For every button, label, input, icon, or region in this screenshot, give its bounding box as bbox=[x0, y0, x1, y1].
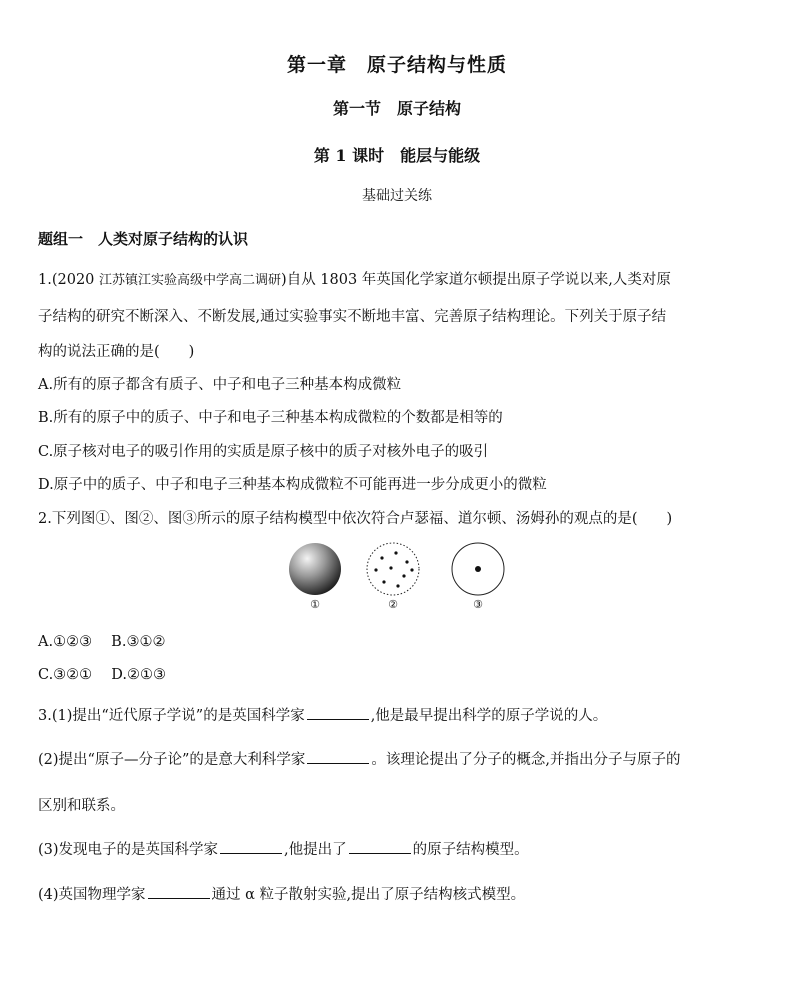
atom-models-figure bbox=[282, 540, 512, 598]
q3-part3-text-a: (3)发现电子的是英国科学家 bbox=[38, 842, 219, 858]
lesson-title: 第 1 课时 能层与能级 bbox=[313, 146, 481, 165]
fig-label-1: ① bbox=[310, 598, 320, 611]
group-heading: 题组一 人类对原子结构的认识 bbox=[38, 230, 249, 248]
q3-part1-text-b: ,他是最早提出科学的原子学说的人。 bbox=[370, 708, 608, 724]
answer-blank[interactable] bbox=[220, 839, 282, 854]
answer-blank[interactable] bbox=[148, 884, 210, 899]
exercise-subtitle: 基础过关练 bbox=[362, 188, 432, 204]
fig-label-2: ② bbox=[388, 598, 398, 611]
q3-part4-text-a: (4)英国物理学家 bbox=[38, 887, 146, 903]
q1-option-c: C.原子核对电子的吸引作用的实质是原子核中的质子对核外电子的吸引 bbox=[38, 444, 489, 460]
fig-label-3: ③ bbox=[473, 598, 483, 611]
q3-part3 bbox=[38, 838, 529, 859]
q1-line2: 子结构的研究不断深入、不断发展,通过实验事实不断地丰富、完善原子结构理论。下列关于原子结 bbox=[38, 309, 667, 325]
solid-sphere-model bbox=[289, 543, 341, 595]
nuclear-model bbox=[452, 543, 504, 595]
q2-options-cd: C.③②① D.②①③ bbox=[38, 667, 167, 683]
q1-option-b: B.所有的原子中的质子、中子和电子三种基本构成微粒的个数都是相等的 bbox=[38, 410, 503, 426]
q3-part2 bbox=[38, 748, 680, 769]
q1-option-d: D.原子中的质子、中子和电子三种基本构成微粒不可能再进一步分成更小的微粒 bbox=[38, 477, 547, 493]
q3-part4-text-b: 通过 α 粒子散射实验,提出了原子结构核式模型。 bbox=[211, 887, 526, 903]
q3-part4 bbox=[38, 883, 525, 904]
q3-part3-text-c: 的原子结构模型。 bbox=[412, 842, 529, 858]
answer-blank[interactable] bbox=[307, 705, 369, 720]
q2-stem: 2.下列图①、图②、图③所示的原子结构模型中依次符合卢瑟福、道尔顿、汤姆孙的观点的是( ) bbox=[38, 511, 673, 527]
q1-source: 江苏镇江实验高级中学高二调研 bbox=[99, 273, 282, 288]
answer-blank[interactable] bbox=[349, 839, 411, 854]
q1-line1 bbox=[38, 268, 671, 289]
q3-part1-text-a: 3.(1)提出“近代原子学说”的是英国科学家 bbox=[38, 708, 305, 724]
q1-prefix: 1.(2020 bbox=[38, 272, 95, 288]
q3-part2-text-a: (2)提出“原子—分子论”的是意大利科学家 bbox=[38, 752, 306, 768]
q3-part1 bbox=[38, 704, 607, 725]
section-title: 第一节 原子结构 bbox=[332, 99, 461, 118]
q1-line1-rest: )自从 1803 年英国化学家道尔顿提出原子学说以来,人类对原 bbox=[281, 272, 671, 288]
q2-options-ab: A.①②③ B.③①② bbox=[38, 634, 166, 650]
q3-part2-text-b: 。该理论提出了分子的概念,并指出分子与原子的 bbox=[371, 752, 681, 768]
chapter-title: 第一章 原子结构与性质 bbox=[286, 54, 507, 76]
q1-line3: 构的说法正确的是( ) bbox=[38, 344, 195, 360]
q1-option-a: A.所有的原子都含有质子、中子和电子三种基本构成微粒 bbox=[38, 377, 402, 393]
q3-part2-cont: 区别和联系。 bbox=[38, 798, 125, 814]
plum-pudding-model bbox=[367, 543, 419, 595]
q3-part3-text-b: ,他提出了 bbox=[284, 842, 347, 858]
answer-blank[interactable] bbox=[307, 749, 369, 764]
